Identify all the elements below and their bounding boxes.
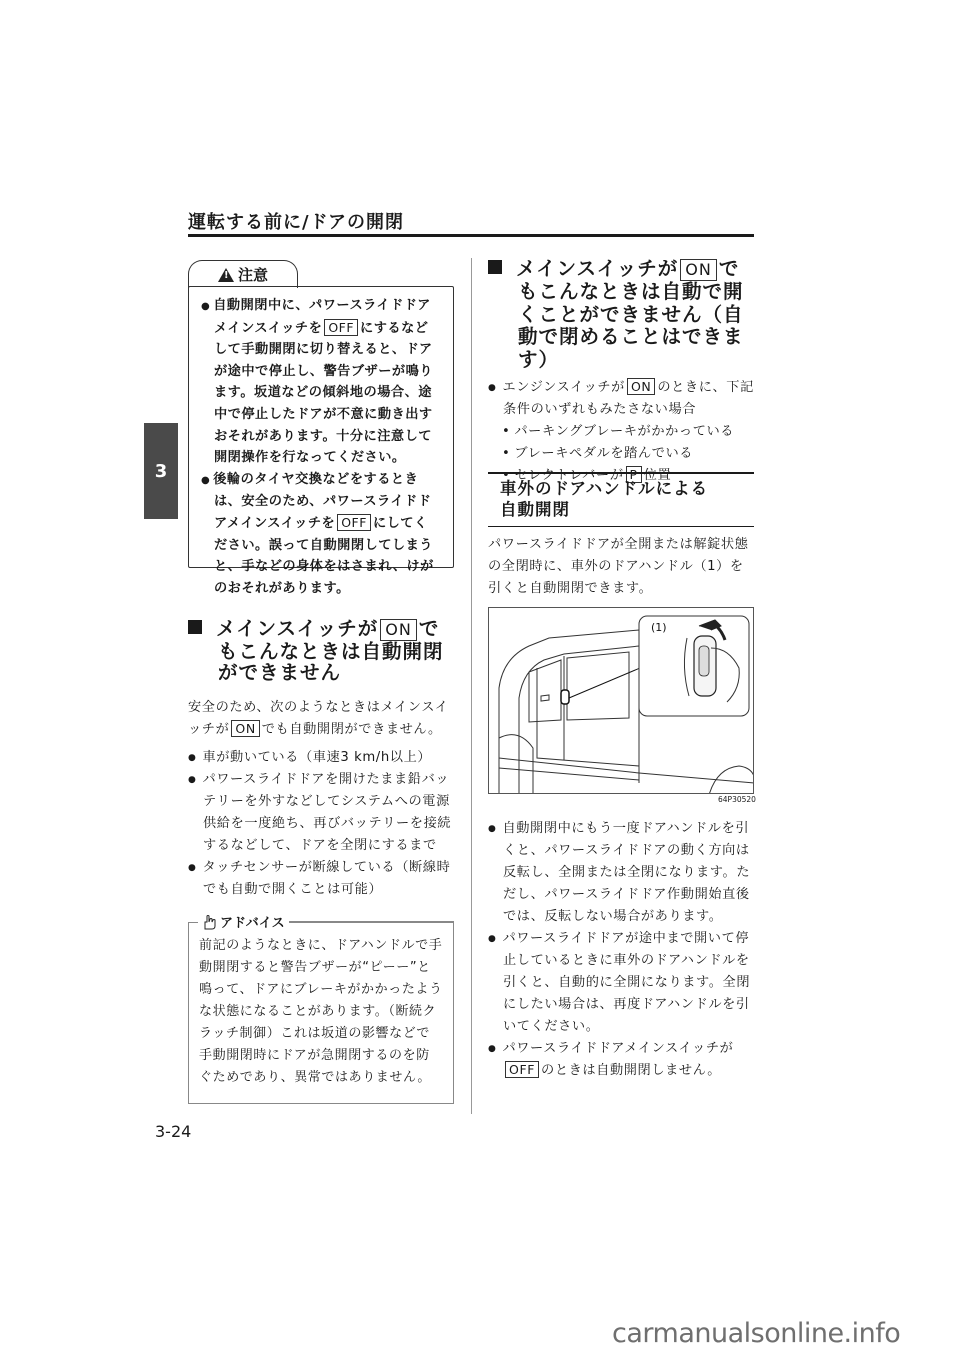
page-header-title: 運転する前に/ドアの開閉 [188,212,405,233]
square-bullet-icon [188,620,202,634]
advice-box [188,922,454,1104]
pointing-hand-icon [202,914,218,930]
square-bullet-icon [488,260,502,274]
figure-code: 64P30520 [718,795,756,804]
list-item: ● 自動開閉中にもう一度ドアハンドルを引くと、パワースライドドアの動く方向は反転し、全開または全閉になります。ただし、パワースライドドア作動開始直後では、反転しない場合があります。 [488,818,754,928]
advice-rule [288,921,454,922]
on-key-label: ON [231,720,259,737]
advice-label: アドバイス [198,912,289,931]
on-key-label: ON [380,619,417,641]
list-item: ● タッチセンサーが断線している（断線時でも自動で開くことは可能） [188,857,454,901]
page-number: 3-24 [155,1122,192,1141]
watermark: carmanualsonline.info [612,1318,901,1349]
advice-text: 前記のようなときに、ドアハンドルで手動開閉すると警告ブザーが“ピーー”と鳴って、ドアにブレーキがかかったような状態になることがあります。（断続クラッチ制御）これは坂道の影響などで手動開閉時にドアが急開閉するのを防ぐためであり、異常ではありません。 [199,938,443,1085]
caution-box [188,286,454,596]
list-item: ● エンジンスイッチが ON のときに、下記条件のいずれもみたさない場合 [488,377,754,421]
caution-tab [188,260,298,288]
right-top-section [488,258,754,487]
section-title: 車外のドアハンドルによる 自動開閉 [488,472,754,527]
handle-list [488,818,754,1082]
list-item: ● パワースライドドアを開けたまま鉛バッテリーを外すなどしてシステムへの電源供給を一度絶ち、再びバッテリーを接続するなどして、ドアを全閉にするまで [188,769,454,857]
list-item: ● パワースライドドアが途中まで開いて停止しているときに車外のドアハンドルを引くと、自動的に全開になります。全閉にしたい場合は、再度ドアハンドルを引いてください。 [488,928,754,1038]
caution-item: ● 自動開閉中に、パワースライドドアメインスイッチを OFF にするなどして手動開閉に切り替えると、ドアが途中で停止し、警告ブザーが鳴ります。坂道などの傾斜地の場合、途中で停止したドアが不意に動き出すおそれがあります。十分に注意して開閉操作を行なってください。 [201,295,441,469]
off-key-label: OFF [324,319,358,336]
list-item: ● パワースライドドアメインスイッチがOFF のときは自動開閉しません。 [488,1038,754,1082]
section-heading: メインスイッチが ON でもこんなときは自動で開くことができません（自動で閉めることはできます） [488,258,754,371]
warning-triangle-icon [218,268,234,282]
left-section [188,618,454,901]
sub-list-item: • ブレーキペダルを踏んでいる [488,443,754,465]
section-heading: メインスイッチが ON でもこんなときは自動開閉ができません [188,618,454,683]
handle-intro: パワースライドドアが全開または解錠状態の全閉時に、車外のドアハンドル（1）を引くと自動開閉できます。 [488,537,749,596]
caution-label: 注意 [237,266,268,284]
figure-callout-label: (1) [651,621,667,634]
sub-list-item: • セレクトレバーが P 位置 [488,465,754,487]
p-position-label: P [626,466,642,483]
list-item: ● 車が動いている（車速3 km/h以上） [188,747,454,769]
header-rule [188,234,754,237]
caution-item: ● 後輪のタイヤ交換などをするときは、安全のため、パワースライドドアメインスイッチを OFF にしてください。誤って自動開閉してしまうと、手などの身体をはさまれ、けがのおそれがあります。 [201,469,441,600]
off-key-label: OFF [505,1061,539,1078]
off-key-label: OFF [337,514,371,531]
vehicle-door-illustration [489,608,754,794]
on-key-label: ON [627,378,655,395]
section-intro: 安全のため、次のようなときはメインスイッチが ON でも自動開閉ができません。 [188,700,449,737]
on-key-label: ON [680,259,717,281]
chapter-tab[interactable]: 3 [144,423,178,519]
door-handle-figure [488,607,754,794]
column-divider [471,258,472,1114]
sub-list-item: • パーキングブレーキがかかっている [488,421,754,443]
